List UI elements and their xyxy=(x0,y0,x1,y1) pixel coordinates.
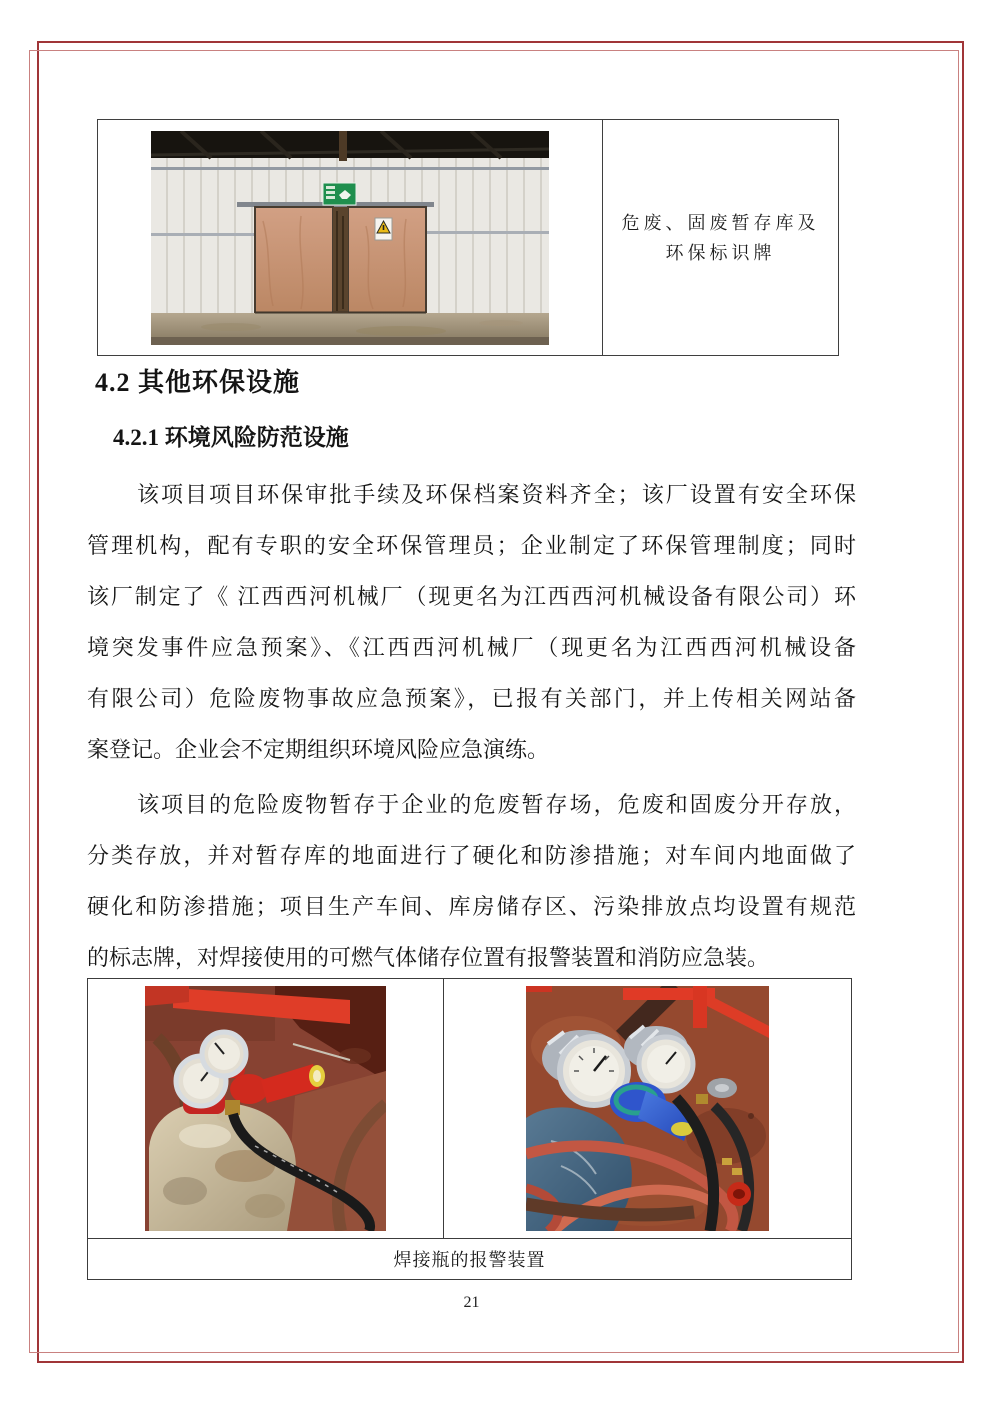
text-line: 的标志牌，对焊接使用的可燃气体储存位置有报警装置和消防应急装。 xyxy=(87,945,770,970)
gas-cylinder-beige xyxy=(149,1102,296,1231)
text-line: 该项目的危险废物暂存于企业的危废暂存场，危废和固废分开存放， xyxy=(136,792,856,817)
text-line: 有限公司）危险废物事故应急预案》，已报有关部门，并上传相关网站备 xyxy=(87,686,856,711)
section-heading: 4.2 其他环保设施 xyxy=(95,368,301,397)
text-line: 该项目项目环保审批手续及环保档案资料齐全；该厂设置有安全环保 xyxy=(136,482,856,507)
top-caption-cell xyxy=(603,120,838,355)
hazardous-waste-storage-photo xyxy=(151,131,549,345)
green-exit-sign xyxy=(323,183,356,205)
top-photo-cell xyxy=(98,120,603,355)
bottom-photo-cell-left xyxy=(88,979,444,1238)
top-caption-line2: 环保标识牌 xyxy=(665,242,776,263)
body-text xyxy=(87,469,856,987)
warning-triangle-sign xyxy=(375,218,392,240)
page-number: 21 xyxy=(463,1294,480,1311)
red-regulator-photo xyxy=(145,986,386,1231)
text-line: 硬化和防渗措施；项目生产车间、库房储存区、污染排放点均设置有规范 xyxy=(87,894,856,919)
bottom-photo-cell-right xyxy=(444,979,851,1238)
subsection-heading: 4.2.1 环境风险防范设施 xyxy=(113,425,349,450)
blue-regulator-photo xyxy=(526,986,769,1231)
top-photo-table xyxy=(97,119,839,356)
paragraph-1 xyxy=(87,469,856,775)
bottom-photo-row xyxy=(88,979,851,1238)
bottom-table-caption: 焊接瓶的报警装置 xyxy=(88,1238,851,1279)
storage-doors xyxy=(255,207,426,313)
text-line: 管理机构，配有专职的安全环保管理员；企业制定了环保管理制度；同时 xyxy=(87,533,856,558)
bottom-photo-table xyxy=(87,978,852,1280)
top-caption-line1: 危废、固废暂存库及 xyxy=(621,212,820,233)
text-line: 分类存放，并对暂存库的地面进行了硬化和防渗措施；对车间内地面做了 xyxy=(87,843,856,868)
paragraph-2 xyxy=(87,779,856,983)
text-line: 境突发事件应急预案》、《江西西河机械厂（现更名为江西西河机械设备 xyxy=(87,635,856,660)
text-line: 案登记。企业会不定期组织环境风险应急演练。 xyxy=(87,737,550,762)
text-line: 该厂制定了《 江西西河机械厂（现更名为江西西河机械设备有限公司）环 xyxy=(87,584,856,609)
